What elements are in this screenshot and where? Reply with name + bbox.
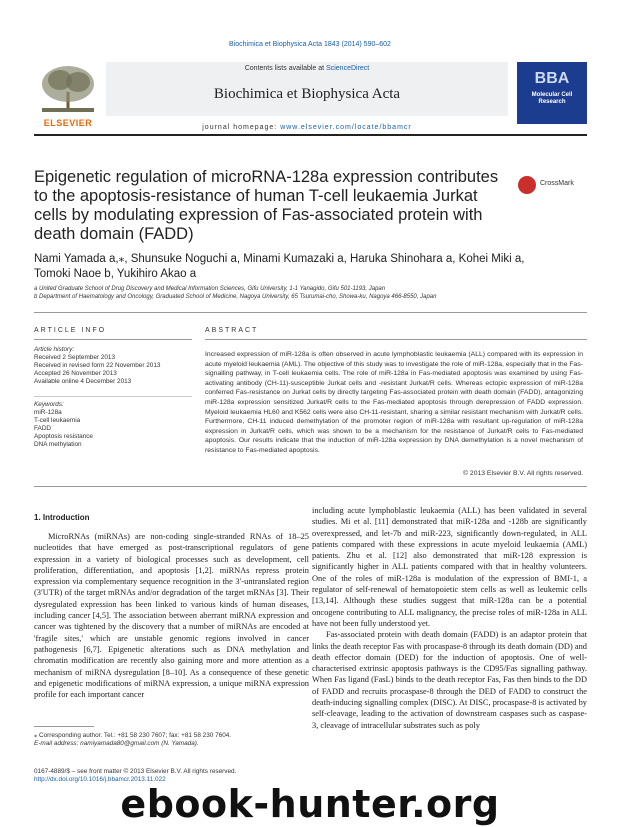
keyword-item: FADD bbox=[34, 425, 52, 432]
history-revised: Received in revised form 22 November 2013 bbox=[34, 362, 161, 369]
affiliation-rule bbox=[34, 312, 587, 313]
article-info-rule bbox=[34, 339, 192, 340]
abstract-bottom-rule bbox=[34, 486, 587, 487]
journal-cover bbox=[517, 62, 587, 124]
history-received: Received 2 September 2013 bbox=[34, 354, 116, 361]
intro-left-column bbox=[34, 531, 309, 726]
abstract-rule bbox=[205, 339, 587, 340]
history-online: Available online 4 December 2013 bbox=[34, 378, 132, 385]
abstract-text: Increased expression of miR-128a is often observed in acute lymphoblastic leukaemia (ALL) compared with its expression in acute myeloid leukaemia (AML). The objective of this study was to investigate the role of miR-128a, especially that in the Fas-signalling pathway, in T-cell leukaemia cells. The role of miR-128a in Fas-mediated apoptosis was examined by using Fas-activating antibody (CH-11)-susceptible Jurkat cells and -resistant Jurkat/R cells. Whereas ectopic expression of miR-128a conferred Fas-resistance on Jurkat cells by directly targeting Fas-associated protein with death domain (FADD), antagonizing miR-128a expression sensitized Jurkat/R cells to the Fas-mediated apoptosis through derepression of FADD expression. Myeloid leukaemia HL60 and K562 cells were also CH-11-resistant, sharing a similar resistant mechanism with Jurkat/R cells. Furthermore, CH-11 induced demethylation of the promoter region of miR-128a with resultant up-regulation of miR-128a expression in Jurkat/R cells, which was shown to be a mechanism for the resistance of Jurkat/R cells to Fas-mediated apoptosis. Our results indicate that the induction of miR-128a expression by DNA demethylation is a novel mechanism of resistance to Fas-mediated apoptosis. bbox=[205, 351, 583, 454]
keyword-item: miR-128a bbox=[34, 409, 62, 416]
journal-header bbox=[34, 62, 587, 130]
cover-title: BBA bbox=[534, 70, 570, 87]
sciencedirect-link[interactable]: ScienceDirect bbox=[326, 65, 370, 72]
journal-banner bbox=[106, 62, 508, 116]
footnote-rule bbox=[34, 726, 94, 727]
intro-paragraph-2: including acute lymphoblastic leukaemia (ALL) has been validated in several studies. Mi et al. [11] demonstrated that miR-128a and -128b are significantly overexpressed, and let-7b and miR-223, significantly down-regulated, in ALL patients compared with these expressions in acute myeloid leukaemia (AML) patients. Zhu et al. [12] also demonstrated that miR-128 expression is significantly higher in ALL patients compared with that in healthy volunteers. One of the roles of miR-128a is modulation of the expression of BMI-1, a regulator of self-renewal of hematopoietic stem cells as well as leukemic cells [13,14]. Although these studies suggest that miR-128a can be a potential oncogene contributing to ALL malignancy, the precise roles of miR-128a in ALL have not been fully understood yet. bbox=[312, 506, 587, 628]
author-list bbox=[34, 252, 574, 282]
abstract-copyright: © 2013 Elsevier B.V. All rights reserved. bbox=[463, 470, 583, 477]
keywords-label: Keywords: bbox=[34, 401, 64, 408]
footnote bbox=[34, 732, 309, 748]
journal-title: Biochimica et Biophysica Acta bbox=[213, 86, 401, 102]
elsevier-logo bbox=[34, 62, 102, 130]
issn-line: 0167-4889/$ – see front matter © 2013 Elsevier B.V. All rights reserved. bbox=[34, 768, 237, 775]
authors-line-2: Tomoki Naoe b, Yukihiro Akao a bbox=[34, 268, 197, 280]
crossmark-badge[interactable] bbox=[518, 176, 588, 194]
history-label: Article history: bbox=[34, 346, 75, 353]
history-accepted: Accepted 26 November 2013 bbox=[34, 370, 117, 377]
keyword-item: DNA methylation bbox=[34, 441, 82, 448]
affiliation-b: b Department of Haematology and Oncology, Graduated School of Medicine, Nagoya University, 65 Tsurumai-cho, Showa-ku, Nagoya 466-8550, Japan bbox=[34, 294, 437, 300]
elsevier-wordmark: ELSEVIER bbox=[43, 118, 93, 128]
crossmark-icon bbox=[518, 176, 536, 194]
cover-subtitle: Molecular Cell Research bbox=[531, 92, 573, 105]
section-heading-introduction: 1. Introduction bbox=[34, 513, 90, 522]
abstract-heading: ABSTRACT bbox=[205, 327, 259, 334]
homepage-prefix: journal homepage: bbox=[202, 124, 281, 131]
author-email[interactable]: E-mail address: namiyamada80@gmail.com (N. Yamada). bbox=[34, 740, 199, 747]
article-title: Epigenetic regulation of microRNA-128a expression contributes to the apoptosis-resistance of human T-cell leukaemia Jurkat cells by modulating expression of Fas-associated protein with death domain (FADD) bbox=[34, 168, 499, 243]
doi-link[interactable]: http://dx.doi.org/10.1016/j.bbamcr.2013.11.022 bbox=[34, 776, 166, 783]
affiliation-a: a United Graduate School of Drug Discovery and Medical Information Sciences, Gifu University, 1-1 Yanagido, Gifu 501-1193, Japan bbox=[34, 286, 386, 292]
homepage-line bbox=[106, 124, 508, 131]
keywords-rule bbox=[34, 396, 192, 397]
keywords bbox=[34, 401, 194, 449]
intro-paragraph-1: MicroRNAs (miRNAs) are non-coding single-stranded RNAs of 18–25 nucleotides that have emerged as post-transcriptional regulators of gene expression in a variety of biological processes such as development, cell proliferation, differentiation, and apoptosis [1,2]. miRNAs repress protein expression via complementary sequence recognition in the 3′-untranslated region (3′UTR) of the target mRNAs and/or degradation of the target mRNAs [3]. Their dysregulated expression has been linked to various kinds of human diseases, including cancer [4,5]. The association between aberrant miRNA expression and cancer was tightened by the discovery that a number of miRNAs are encoded at 'fragile sites,' which are unstable genomic regions involved in cancer pathogenesis [6,7]. Epigenetic alterations such as DNA methylation and chromatin modification are recently also gaining more and more attention as a mechanism of miRNA dysregulation [8–10]. As a consequence of these genetic and epigenetic modifications of miRNA expression, a unique miRNA expression profile for each important cancer bbox=[34, 532, 309, 700]
article-info-heading: ARTICLE INFO bbox=[34, 327, 107, 334]
keyword-item: Apoptosis resistance bbox=[34, 433, 93, 440]
keyword-item: T-cell leukaemia bbox=[34, 417, 81, 424]
corresponding-author: ⁎ Corresponding author. Tel.: +81 58 230 7607; fax: +81 58 230 7604. bbox=[34, 732, 232, 739]
header-rule bbox=[34, 134, 587, 136]
homepage-link[interactable]: www.elsevier.com/locate/bbamcr bbox=[280, 124, 412, 131]
article-history bbox=[34, 346, 194, 386]
watermark: ebook-hunter.org bbox=[120, 782, 500, 826]
contents-line bbox=[106, 65, 508, 72]
crossmark-label: CrossMark bbox=[540, 180, 574, 187]
contents-prefix: Contents lists available at bbox=[244, 65, 327, 72]
journal-citation[interactable]: Biochimica et Biophysica Acta 1843 (2014) 590–602 bbox=[229, 41, 391, 48]
intro-paragraph-3: Fas-associated protein with death domain (FADD) is an adaptor protein that links the death receptor Fas with procaspase-8 through its death domain (DD) and death effector domain (DED) for the induction of apoptosis. One of well-characterised extrinsic apoptosis pathways is the CD95/Fas signalling pathway. When Fas ligand (FasL) binds to the death receptor Fas, Fas then binds to the DD of FADD and recruits procaspase-8 through the DED of FADD to construct the death-inducing signalling complex (DISC). At DISC, procaspase-8 is activated by self-cleavage, leading to the activation of downstream caspases such as caspase-3, cleavage of intracellular substrates such as poly bbox=[312, 630, 587, 730]
authors-line-1: Nami Yamada a,⁎, Shunsuke Noguchi a, Minami Kumazaki a, Haruka Shinohara a, Kohei Miki a, bbox=[34, 253, 525, 265]
intro-right-column bbox=[312, 505, 587, 801]
